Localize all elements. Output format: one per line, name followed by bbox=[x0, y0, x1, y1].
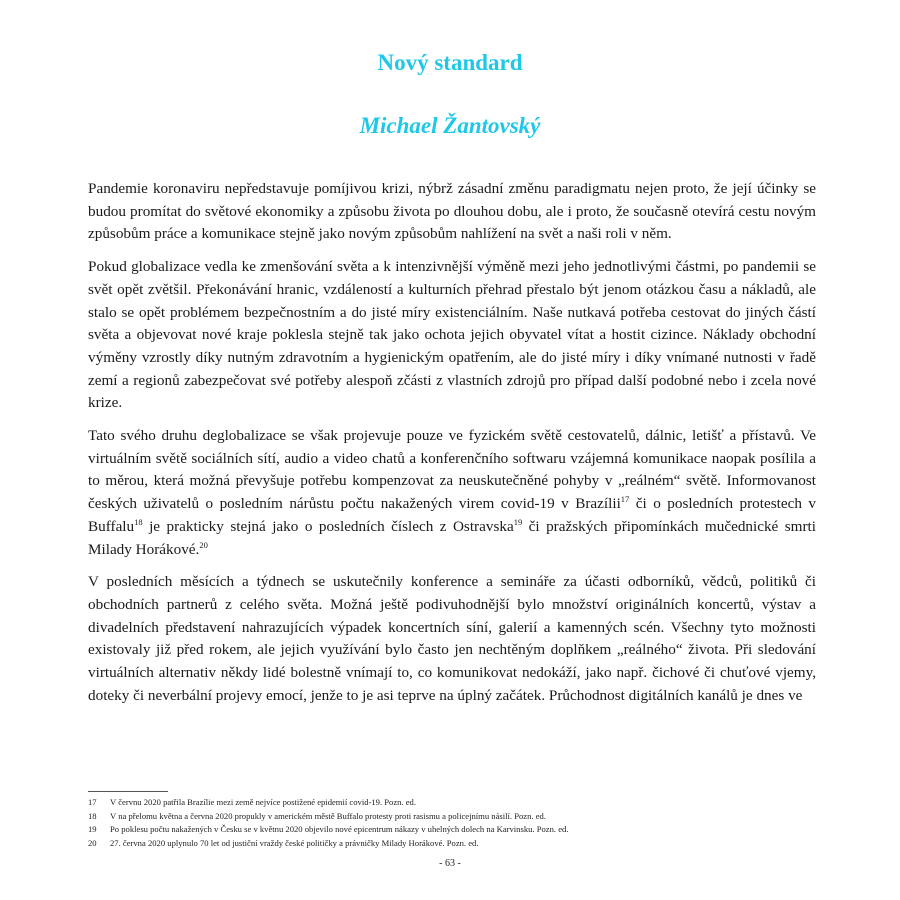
footnote-text: Po poklesu počtu nakažených v Česku se v květnu 2020 objevilo nové epicentrum nákazy v uhelných dolech na Karvinsku. Pozn. ed. bbox=[110, 824, 569, 835]
article-title: Nový standard bbox=[377, 50, 523, 75]
paragraph-text: je prakticky stejná jako o posledních číslech z Ostravska bbox=[142, 517, 514, 535]
footnote-ref[interactable]: 19 bbox=[513, 516, 523, 527]
footnote-ref[interactable]: 18 bbox=[134, 516, 143, 527]
footnote bbox=[88, 837, 828, 851]
paragraph: Pandemie koronaviru nepředstavuje pomíjivou krizi, nýbrž zásadní změnu paradigmatu nejen proto, že její účinky se budou promítat do světové ekonomiky a způsobu života po dlouhou dobu, ale i proto, že současně otevírá cestu novým způsobům práce a komunikace stejně jako novým způsobům nahlížení na svět a naši roli v něm. bbox=[88, 180, 816, 243]
footnote-text: 27. června 2020 uplynulo 70 let od justiční vraždy české političky a právničky Milady Horákové. Pozn. ed. bbox=[110, 837, 479, 848]
footnote-ref[interactable]: 17 bbox=[620, 494, 630, 505]
footnote-number: 18 bbox=[88, 810, 97, 821]
page-number: - 63 - bbox=[439, 858, 461, 869]
footnote-text: V červnu 2020 patřila Brazílie mezi země nejvíce postižené epidemií covid-19. Pozn. ed. bbox=[110, 797, 417, 807]
paragraph: Pokud globalizace vedla ke zmenšování světa a k intenzivnější výměně mezi jeho jednotlivými částmi, po pandemii se svět opět zvětšil. Překonávání hranic, vzdáleností a kulturních přehrad přestalo být jenom otázkou času a nákladů, ale stalo se opět problémem bezpečnostním a do jisté míry existenciálním. Naše nutkavá potřeba cestovat do jiných částí světa a objevovat nové kraje poklesla stejně tak jako ochota jejich obyvatel vítat a hostit cizince. Náklady obchodní výměny vzrostly díky nutným zdravotním a hygienickým opatřením, ale do jisté míry i díky vnímané nutnosti v řadě zemí a regionů zabezpečovat své potřeby alespoň zčásti z vlastních zdrojů pro případ další podobné nebo i zcela nové krize. bbox=[88, 258, 816, 412]
footnote-number: 19 bbox=[88, 824, 97, 835]
paragraph: V posledních měsících a týdnech se uskutečnily konference a semináře za účasti odborníků, vědců, politiků či obchodních partnerů z celého světa. Možná ještě podivuhodnější bylo množství originálních koncertů, výstav a divadelních představení nahrazujících výpadek koncertních síní, galerií a kamenných scén. Všechny tyto možnosti existovaly již před rokem, ale jejich využívání bylo často jen nechtěným doplňkem „reálného“ života. Při sledování virtuálních alternativ někdy lidé bolestně vnímají to, co komunikovat nedokáží, jako např. čichové či chuťové vjemy, doteky či neverbální projevy emocí, jenže to je asi teprve na úplný začátek. Průchodnost digitálních kanálů je dnes ve bbox=[88, 573, 816, 704]
paragraph-text: Tato svého druhu deglobalizace se však projevuje pouze ve fyzickém světě cestovatelů, dálnic, letišť a přístavů. Ve virtuálním světě sociálních sítí, audio a video chatů a konferenčního softwaru vzájemná komunikace naopak posílila a to měrou, která možná převyšuje potřebu kompenzovat za neuskutečněné pohyby v „reálném“ světě. Informovanost českých uživatelů o posledním nárůstu počtu nakažených virem covid-19 v Brazílii bbox=[88, 427, 816, 513]
footnotes bbox=[88, 796, 828, 850]
paragraph bbox=[88, 425, 816, 561]
footnote bbox=[88, 810, 828, 824]
footnote-number: 20 bbox=[88, 837, 97, 848]
article-body bbox=[88, 178, 816, 717]
paragraph-text: či pražských připomínkách mučednické smrti Milady Horákové. bbox=[88, 517, 816, 558]
footnote bbox=[88, 823, 828, 837]
paragraph-text: či o posledních protestech v Buffalu bbox=[88, 495, 816, 535]
footnote-text: V na přelomu května a června 2020 propukly v americkém městě Buffalo protesty proti rasismu a policejnímu násilí. Pozn. ed. bbox=[110, 810, 546, 821]
article-author: Michael Žantovský bbox=[359, 113, 541, 138]
footnote-number: 17 bbox=[88, 797, 97, 807]
footnote-ref[interactable]: 20 bbox=[199, 539, 208, 550]
footnote bbox=[88, 796, 828, 810]
footnote-divider bbox=[88, 791, 168, 792]
